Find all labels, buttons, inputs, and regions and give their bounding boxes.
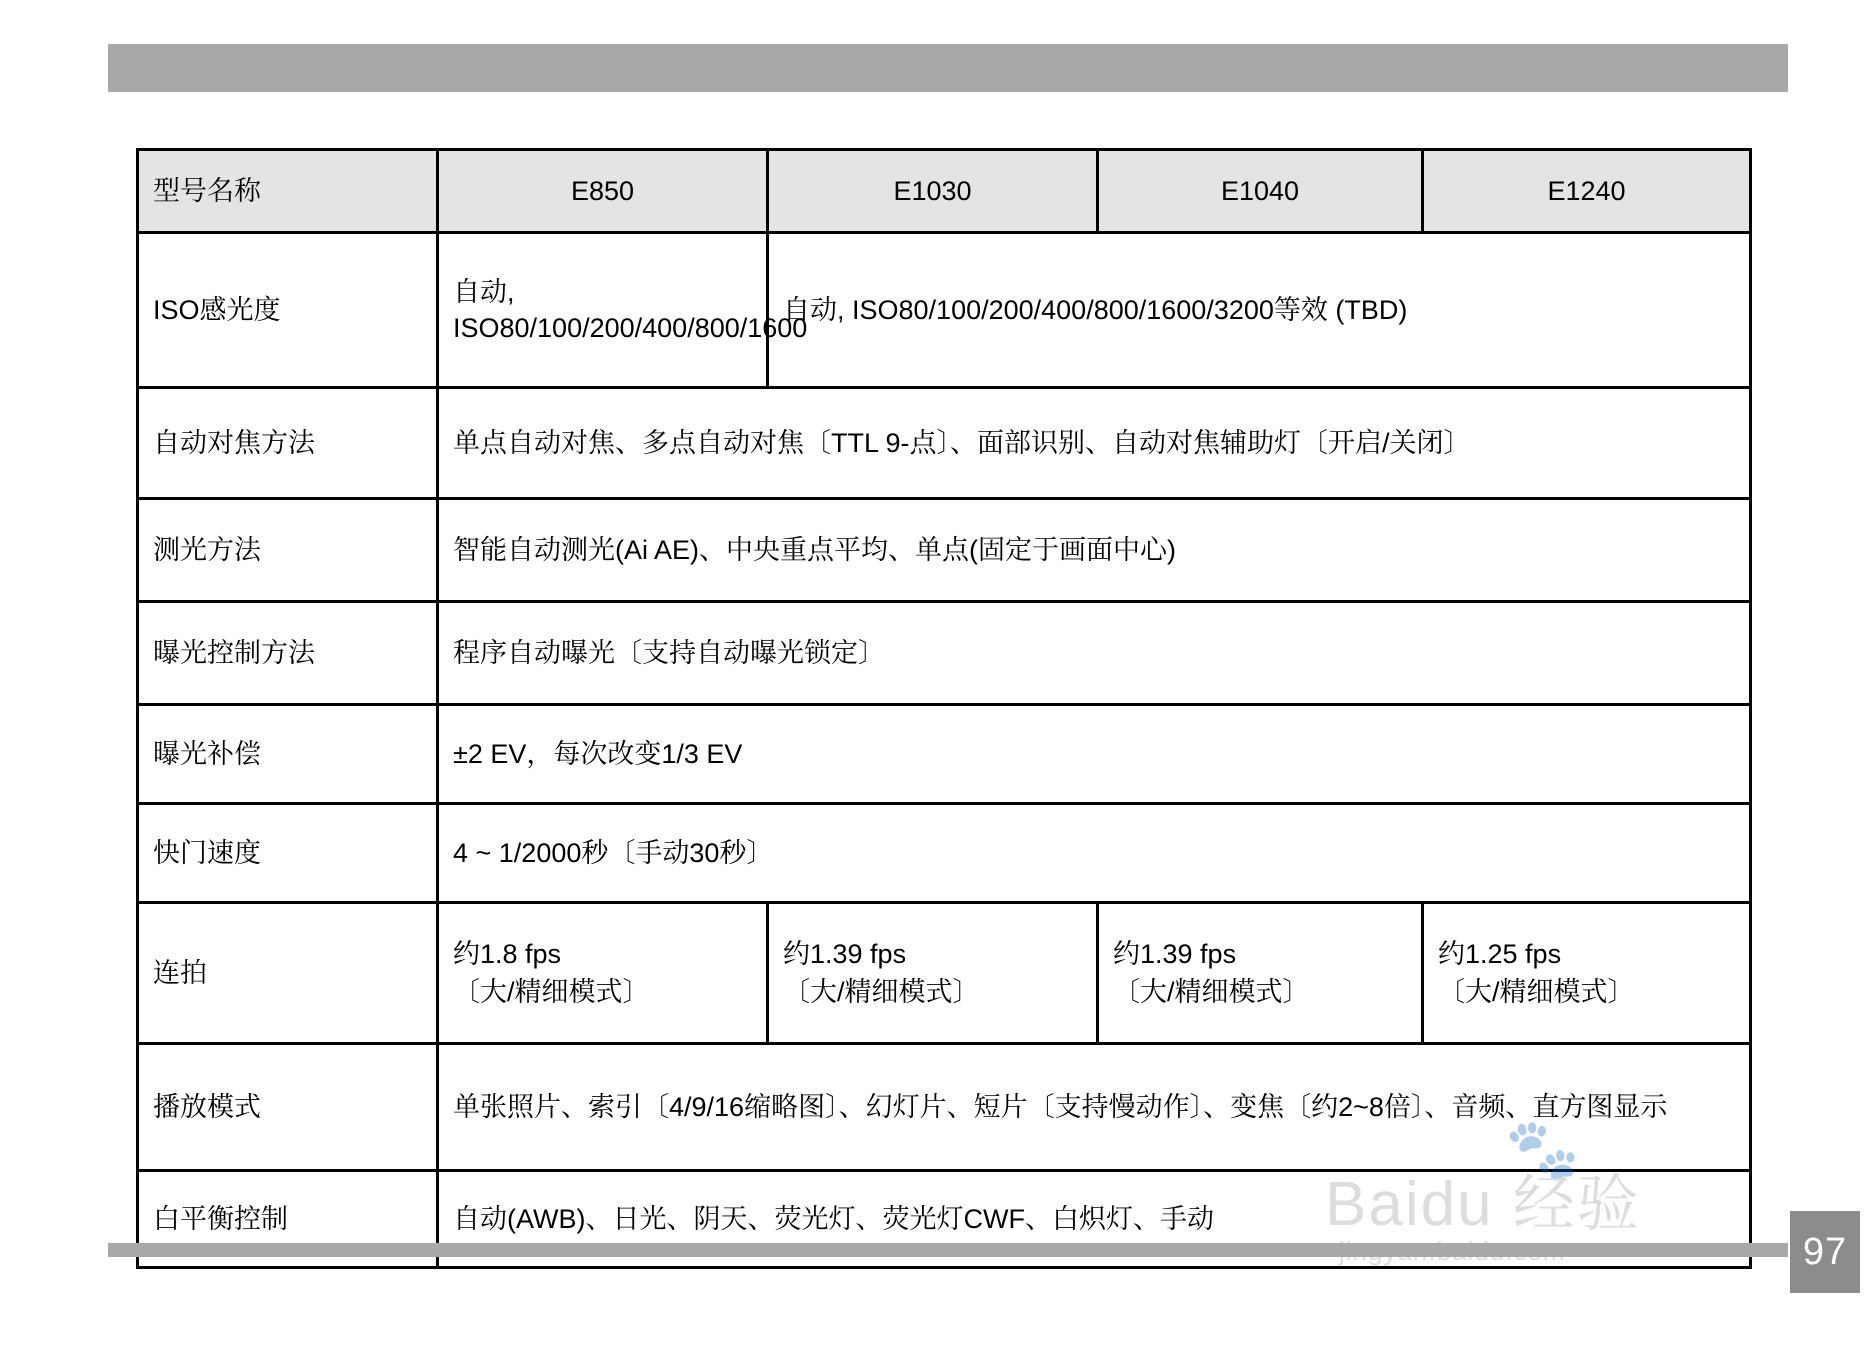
table-row	[138, 388, 1751, 499]
row-value-iso-e850: 自动, ISO80/100/200/400/800/1600	[438, 233, 768, 388]
row-value-metering: 智能自动测光(Ai AE)、中央重点平均、单点(固定于画面中心)	[438, 499, 1751, 602]
row-label-white-balance: 白平衡控制	[138, 1171, 438, 1268]
table-row	[138, 1044, 1751, 1171]
row-label-af: 自动对焦方法	[138, 388, 438, 499]
row-value-playback-mode: 单张照片、索引〔4/9/16缩略图〕、幻灯片、短片〔支持慢动作〕、变焦〔约2~8倍〕、音频、直方图显示	[438, 1044, 1751, 1171]
burst-mode-e1030: 〔大/精细模式〕	[783, 977, 980, 1007]
burst-mode-e850: 〔大/精细模式〕	[453, 977, 650, 1007]
table-header-model-3: E1040	[1098, 150, 1423, 233]
burst-rate-e850: 约1.8 fps	[453, 938, 562, 969]
row-value-burst-e850	[438, 903, 768, 1044]
row-label-metering: 测光方法	[138, 499, 438, 602]
row-value-iso-others: 自动, ISO80/100/200/400/800/1600/3200等效 (TBD)	[768, 233, 1751, 388]
burst-rate-e1040: 约1.39 fps	[1113, 938, 1237, 969]
row-value-burst-e1240	[1423, 903, 1751, 1044]
table-row	[138, 602, 1751, 705]
table-header-label: 型号名称	[138, 150, 438, 233]
table-row	[138, 903, 1751, 1044]
table-header-row	[138, 150, 1751, 233]
footer-bar	[108, 1243, 1788, 1257]
row-label-exposure-compensation: 曝光补偿	[138, 705, 438, 804]
burst-rate-e1240: 约1.25 fps	[1438, 938, 1562, 969]
row-value-white-balance: 自动(AWB)、日光、阴天、荧光灯、荧光灯CWF、白炽灯、手动	[438, 1171, 1751, 1268]
row-value-af: 单点自动对焦、多点自动对焦〔TTL 9-点〕、面部识别、自动对焦辅助灯〔开启/关闭〕	[438, 388, 1751, 499]
specification-table	[136, 148, 1752, 1269]
table-header-model-2: E1030	[768, 150, 1098, 233]
row-label-exposure-control: 曝光控制方法	[138, 602, 438, 705]
table-row	[138, 804, 1751, 903]
row-value-burst-e1040	[1098, 903, 1423, 1044]
table-header-model-1: E850	[438, 150, 768, 233]
row-value-exposure-control: 程序自动曝光〔支持自动曝光锁定〕	[438, 602, 1751, 705]
page-number: 97	[1790, 1211, 1860, 1293]
watermark-brand: Baidu 经验	[1325, 1170, 1641, 1239]
table-header-model-4: E1240	[1423, 150, 1751, 233]
header-bar	[108, 44, 1788, 92]
table-row	[138, 705, 1751, 804]
row-label-burst: 连拍	[138, 903, 438, 1044]
paw-icon: 🐾	[1505, 1116, 1580, 1183]
burst-rate-e1030: 约1.39 fps	[783, 938, 907, 969]
row-label-shutter-speed: 快门速度	[138, 804, 438, 903]
row-value-exposure-compensation: ±2 EV，每次改变1/3 EV	[438, 705, 1751, 804]
row-label-iso: ISO感光度	[138, 233, 438, 388]
burst-mode-e1240: 〔大/精细模式〕	[1438, 977, 1635, 1007]
burst-mode-e1040: 〔大/精细模式〕	[1113, 977, 1310, 1007]
table-row	[138, 233, 1751, 388]
table-row	[138, 499, 1751, 602]
row-label-playback-mode: 播放模式	[138, 1044, 438, 1171]
row-value-burst-e1030	[768, 903, 1098, 1044]
row-value-shutter-speed: 4 ~ 1/2000秒〔手动30秒〕	[438, 804, 1751, 903]
